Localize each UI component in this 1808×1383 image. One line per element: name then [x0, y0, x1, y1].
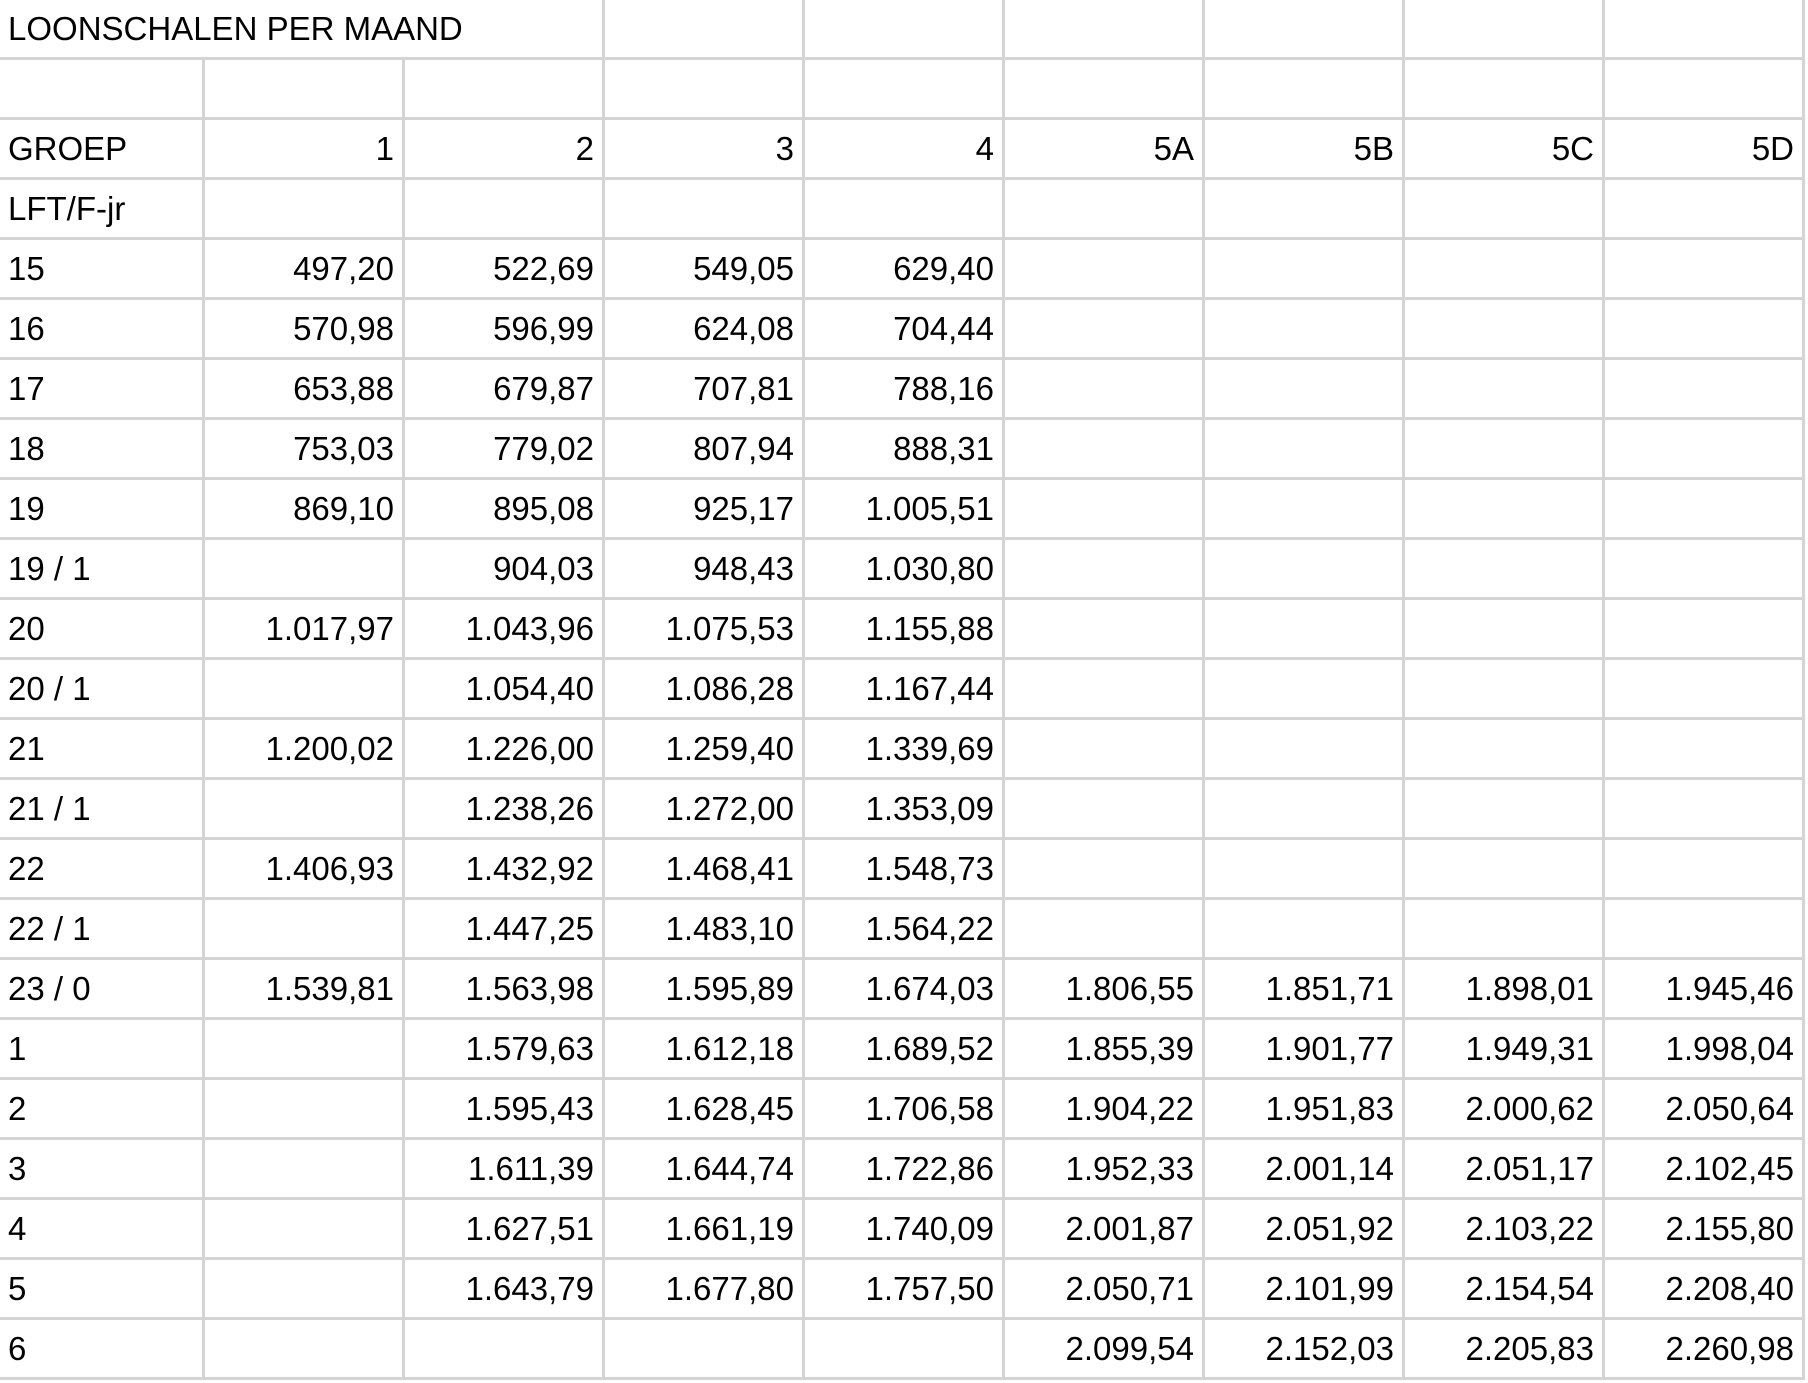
value-cell[interactable]: 1.539,81 [205, 960, 405, 1020]
value-cell[interactable]: 1.548,73 [805, 840, 1005, 900]
value-cell[interactable]: 1.904,22 [1005, 1080, 1205, 1140]
value-cell[interactable]: 904,03 [405, 540, 605, 600]
value-cell[interactable]: 1.851,71 [1205, 960, 1405, 1020]
row-label-cell[interactable]: 21 [0, 720, 205, 780]
empty-cell[interactable] [1605, 420, 1805, 480]
empty-cell[interactable] [1205, 240, 1405, 300]
empty-cell[interactable] [1605, 360, 1805, 420]
empty-cell[interactable] [1205, 600, 1405, 660]
empty-cell[interactable] [1005, 60, 1205, 120]
value-cell[interactable]: 1.595,43 [405, 1080, 605, 1140]
empty-cell[interactable] [1405, 60, 1605, 120]
row-label-cell[interactable]: 2 [0, 1080, 205, 1140]
value-cell[interactable]: 1.898,01 [1405, 960, 1605, 1020]
empty-cell[interactable] [1205, 660, 1405, 720]
empty-cell[interactable] [805, 180, 1005, 240]
empty-cell[interactable] [205, 1080, 405, 1140]
empty-cell[interactable] [1605, 180, 1805, 240]
value-cell[interactable]: 1.689,52 [805, 1020, 1005, 1080]
empty-cell[interactable] [205, 540, 405, 600]
empty-cell[interactable] [1405, 840, 1605, 900]
value-cell[interactable]: 2.050,71 [1005, 1260, 1205, 1320]
value-cell[interactable]: 2.205,83 [1405, 1320, 1605, 1380]
value-cell[interactable]: 1.432,92 [405, 840, 605, 900]
empty-cell[interactable] [805, 60, 1005, 120]
row-label-cell[interactable]: 19 / 1 [0, 540, 205, 600]
empty-cell[interactable] [1205, 780, 1405, 840]
row-label-cell[interactable]: 20 / 1 [0, 660, 205, 720]
empty-cell[interactable] [1405, 480, 1605, 540]
value-cell[interactable]: 1.611,39 [405, 1140, 605, 1200]
empty-cell[interactable] [605, 60, 805, 120]
value-cell[interactable]: 1.226,00 [405, 720, 605, 780]
value-cell[interactable]: 1.167,44 [805, 660, 1005, 720]
empty-cell[interactable] [1205, 840, 1405, 900]
value-cell[interactable]: 1.075,53 [605, 600, 805, 660]
empty-cell[interactable] [1405, 780, 1605, 840]
value-cell[interactable]: 2.001,14 [1205, 1140, 1405, 1200]
value-cell[interactable]: 570,98 [205, 300, 405, 360]
empty-cell[interactable] [1405, 240, 1605, 300]
value-cell[interactable]: 1.644,74 [605, 1140, 805, 1200]
value-cell[interactable]: 1.945,46 [1605, 960, 1805, 1020]
empty-cell[interactable] [1605, 780, 1805, 840]
value-cell[interactable]: 1.643,79 [405, 1260, 605, 1320]
empty-cell[interactable] [205, 1140, 405, 1200]
value-cell[interactable]: 1.612,18 [605, 1020, 805, 1080]
row-label-cell[interactable]: 5 [0, 1260, 205, 1320]
empty-cell[interactable] [1205, 360, 1405, 420]
row-label-cell[interactable]: 23 / 0 [0, 960, 205, 1020]
value-cell[interactable]: 522,69 [405, 240, 605, 300]
value-cell[interactable]: 707,81 [605, 360, 805, 420]
column-header-cell[interactable]: 2 [405, 120, 605, 180]
empty-cell[interactable] [1405, 360, 1605, 420]
empty-cell[interactable] [1005, 360, 1205, 420]
empty-cell[interactable] [1005, 240, 1205, 300]
column-header-cell[interactable]: 5B [1205, 120, 1405, 180]
empty-cell[interactable] [1005, 420, 1205, 480]
row-label-cell[interactable]: 6 [0, 1320, 205, 1380]
empty-cell[interactable] [1605, 480, 1805, 540]
value-cell[interactable]: 1.627,51 [405, 1200, 605, 1260]
value-cell[interactable]: 2.051,17 [1405, 1140, 1605, 1200]
value-cell[interactable]: 2.208,40 [1605, 1260, 1805, 1320]
empty-cell[interactable] [1405, 720, 1605, 780]
subheader-label-cell[interactable]: LFT/F-jr [0, 180, 205, 240]
value-cell[interactable]: 788,16 [805, 360, 1005, 420]
empty-cell[interactable] [605, 0, 805, 60]
empty-cell[interactable] [1005, 840, 1205, 900]
value-cell[interactable]: 653,88 [205, 360, 405, 420]
empty-cell[interactable] [1005, 180, 1205, 240]
value-cell[interactable]: 2.050,64 [1605, 1080, 1805, 1140]
value-cell[interactable]: 1.628,45 [605, 1080, 805, 1140]
value-cell[interactable]: 2.152,03 [1205, 1320, 1405, 1380]
empty-cell[interactable] [1605, 300, 1805, 360]
empty-cell[interactable] [605, 180, 805, 240]
value-cell[interactable]: 624,08 [605, 300, 805, 360]
empty-cell[interactable] [1405, 0, 1605, 60]
empty-cell[interactable] [1205, 420, 1405, 480]
value-cell[interactable]: 549,05 [605, 240, 805, 300]
header-label-cell[interactable]: GROEP [0, 120, 205, 180]
empty-cell[interactable] [1605, 540, 1805, 600]
value-cell[interactable]: 596,99 [405, 300, 605, 360]
column-header-cell[interactable]: 5D [1605, 120, 1805, 180]
value-cell[interactable]: 1.706,58 [805, 1080, 1005, 1140]
value-cell[interactable]: 1.901,77 [1205, 1020, 1405, 1080]
value-cell[interactable]: 2.103,22 [1405, 1200, 1605, 1260]
row-label-cell[interactable]: 1 [0, 1020, 205, 1080]
value-cell[interactable]: 1.757,50 [805, 1260, 1005, 1320]
value-cell[interactable]: 1.259,40 [605, 720, 805, 780]
value-cell[interactable]: 1.951,83 [1205, 1080, 1405, 1140]
empty-cell[interactable] [1405, 300, 1605, 360]
value-cell[interactable]: 1.564,22 [805, 900, 1005, 960]
value-cell[interactable]: 895,08 [405, 480, 605, 540]
empty-cell[interactable] [0, 60, 205, 120]
empty-cell[interactable] [205, 60, 405, 120]
value-cell[interactable]: 753,03 [205, 420, 405, 480]
empty-cell[interactable] [1405, 900, 1605, 960]
value-cell[interactable]: 1.595,89 [605, 960, 805, 1020]
empty-cell[interactable] [1605, 720, 1805, 780]
empty-cell[interactable] [805, 1320, 1005, 1380]
value-cell[interactable]: 1.155,88 [805, 600, 1005, 660]
empty-cell[interactable] [805, 0, 1005, 60]
value-cell[interactable]: 2.260,98 [1605, 1320, 1805, 1380]
empty-cell[interactable] [205, 1200, 405, 1260]
value-cell[interactable]: 1.086,28 [605, 660, 805, 720]
empty-cell[interactable] [205, 180, 405, 240]
column-header-cell[interactable]: 5C [1405, 120, 1605, 180]
value-cell[interactable]: 779,02 [405, 420, 605, 480]
value-cell[interactable]: 2.154,54 [1405, 1260, 1605, 1320]
row-label-cell[interactable]: 22 [0, 840, 205, 900]
empty-cell[interactable] [1005, 900, 1205, 960]
empty-cell[interactable] [405, 180, 605, 240]
value-cell[interactable]: 1.054,40 [405, 660, 605, 720]
empty-cell[interactable] [1005, 300, 1205, 360]
value-cell[interactable]: 1.468,41 [605, 840, 805, 900]
value-cell[interactable]: 1.447,25 [405, 900, 605, 960]
empty-cell[interactable] [1205, 720, 1405, 780]
column-header-cell[interactable]: 1 [205, 120, 405, 180]
empty-cell[interactable] [205, 1260, 405, 1320]
empty-cell[interactable] [1405, 180, 1605, 240]
empty-cell[interactable] [205, 1320, 405, 1380]
empty-cell[interactable] [1005, 780, 1205, 840]
empty-cell[interactable] [1605, 60, 1805, 120]
value-cell[interactable]: 1.722,86 [805, 1140, 1005, 1200]
row-label-cell[interactable]: 4 [0, 1200, 205, 1260]
value-cell[interactable]: 948,43 [605, 540, 805, 600]
value-cell[interactable]: 1.674,03 [805, 960, 1005, 1020]
value-cell[interactable]: 1.005,51 [805, 480, 1005, 540]
value-cell[interactable]: 497,20 [205, 240, 405, 300]
empty-cell[interactable] [205, 660, 405, 720]
value-cell[interactable]: 1.272,00 [605, 780, 805, 840]
value-cell[interactable]: 1.998,04 [1605, 1020, 1805, 1080]
row-label-cell[interactable]: 3 [0, 1140, 205, 1200]
value-cell[interactable]: 1.952,33 [1005, 1140, 1205, 1200]
row-label-cell[interactable]: 20 [0, 600, 205, 660]
value-cell[interactable]: 925,17 [605, 480, 805, 540]
empty-cell[interactable] [205, 780, 405, 840]
value-cell[interactable]: 1.949,31 [1405, 1020, 1605, 1080]
empty-cell[interactable] [605, 1320, 805, 1380]
value-cell[interactable]: 1.238,26 [405, 780, 605, 840]
value-cell[interactable]: 807,94 [605, 420, 805, 480]
value-cell[interactable]: 704,44 [805, 300, 1005, 360]
empty-cell[interactable] [205, 1020, 405, 1080]
empty-cell[interactable] [1605, 660, 1805, 720]
empty-cell[interactable] [1205, 60, 1405, 120]
value-cell[interactable]: 1.661,19 [605, 1200, 805, 1260]
value-cell[interactable]: 1.579,63 [405, 1020, 605, 1080]
column-header-cell[interactable]: 5A [1005, 120, 1205, 180]
value-cell[interactable]: 1.406,93 [205, 840, 405, 900]
value-cell[interactable]: 629,40 [805, 240, 1005, 300]
value-cell[interactable]: 2.001,87 [1005, 1200, 1205, 1260]
empty-cell[interactable] [1205, 0, 1405, 60]
empty-cell[interactable] [1605, 0, 1805, 60]
sheet-title[interactable]: LOONSCHALEN PER MAAND [0, 0, 605, 60]
value-cell[interactable]: 1.030,80 [805, 540, 1005, 600]
value-cell[interactable]: 1.200,02 [205, 720, 405, 780]
value-cell[interactable]: 1.339,69 [805, 720, 1005, 780]
value-cell[interactable]: 1.740,09 [805, 1200, 1005, 1260]
empty-cell[interactable] [1405, 540, 1605, 600]
row-label-cell[interactable]: 22 / 1 [0, 900, 205, 960]
value-cell[interactable]: 2.101,99 [1205, 1260, 1405, 1320]
empty-cell[interactable] [1605, 840, 1805, 900]
empty-cell[interactable] [1005, 720, 1205, 780]
empty-cell[interactable] [1405, 660, 1605, 720]
value-cell[interactable]: 679,87 [405, 360, 605, 420]
empty-cell[interactable] [405, 1320, 605, 1380]
value-cell[interactable]: 2.102,45 [1605, 1140, 1805, 1200]
empty-cell[interactable] [1605, 900, 1805, 960]
empty-cell[interactable] [405, 60, 605, 120]
value-cell[interactable]: 1.806,55 [1005, 960, 1205, 1020]
empty-cell[interactable] [1405, 600, 1605, 660]
column-header-cell[interactable]: 3 [605, 120, 805, 180]
row-label-cell[interactable]: 16 [0, 300, 205, 360]
empty-cell[interactable] [1205, 480, 1405, 540]
empty-cell[interactable] [1205, 300, 1405, 360]
value-cell[interactable]: 1.563,98 [405, 960, 605, 1020]
value-cell[interactable]: 1.043,96 [405, 600, 605, 660]
empty-cell[interactable] [1605, 600, 1805, 660]
value-cell[interactable]: 1.677,80 [605, 1260, 805, 1320]
value-cell[interactable]: 2.155,80 [1605, 1200, 1805, 1260]
row-label-cell[interactable]: 19 [0, 480, 205, 540]
empty-cell[interactable] [205, 900, 405, 960]
empty-cell[interactable] [1005, 540, 1205, 600]
value-cell[interactable]: 888,31 [805, 420, 1005, 480]
empty-cell[interactable] [1005, 480, 1205, 540]
value-cell[interactable]: 2.051,92 [1205, 1200, 1405, 1260]
value-cell[interactable]: 2.099,54 [1005, 1320, 1205, 1380]
column-header-cell[interactable]: 4 [805, 120, 1005, 180]
value-cell[interactable]: 1.017,97 [205, 600, 405, 660]
empty-cell[interactable] [1005, 660, 1205, 720]
value-cell[interactable]: 1.855,39 [1005, 1020, 1205, 1080]
value-cell[interactable]: 1.483,10 [605, 900, 805, 960]
empty-cell[interactable] [1005, 600, 1205, 660]
empty-cell[interactable] [1005, 0, 1205, 60]
value-cell[interactable]: 869,10 [205, 480, 405, 540]
empty-cell[interactable] [1205, 180, 1405, 240]
row-label-cell[interactable]: 17 [0, 360, 205, 420]
empty-cell[interactable] [1205, 900, 1405, 960]
row-label-cell[interactable]: 18 [0, 420, 205, 480]
value-cell[interactable]: 1.353,09 [805, 780, 1005, 840]
empty-cell[interactable] [1605, 240, 1805, 300]
value-cell[interactable]: 2.000,62 [1405, 1080, 1605, 1140]
row-label-cell[interactable]: 21 / 1 [0, 780, 205, 840]
empty-cell[interactable] [1405, 420, 1605, 480]
row-label-cell[interactable]: 15 [0, 240, 205, 300]
empty-cell[interactable] [1205, 540, 1405, 600]
